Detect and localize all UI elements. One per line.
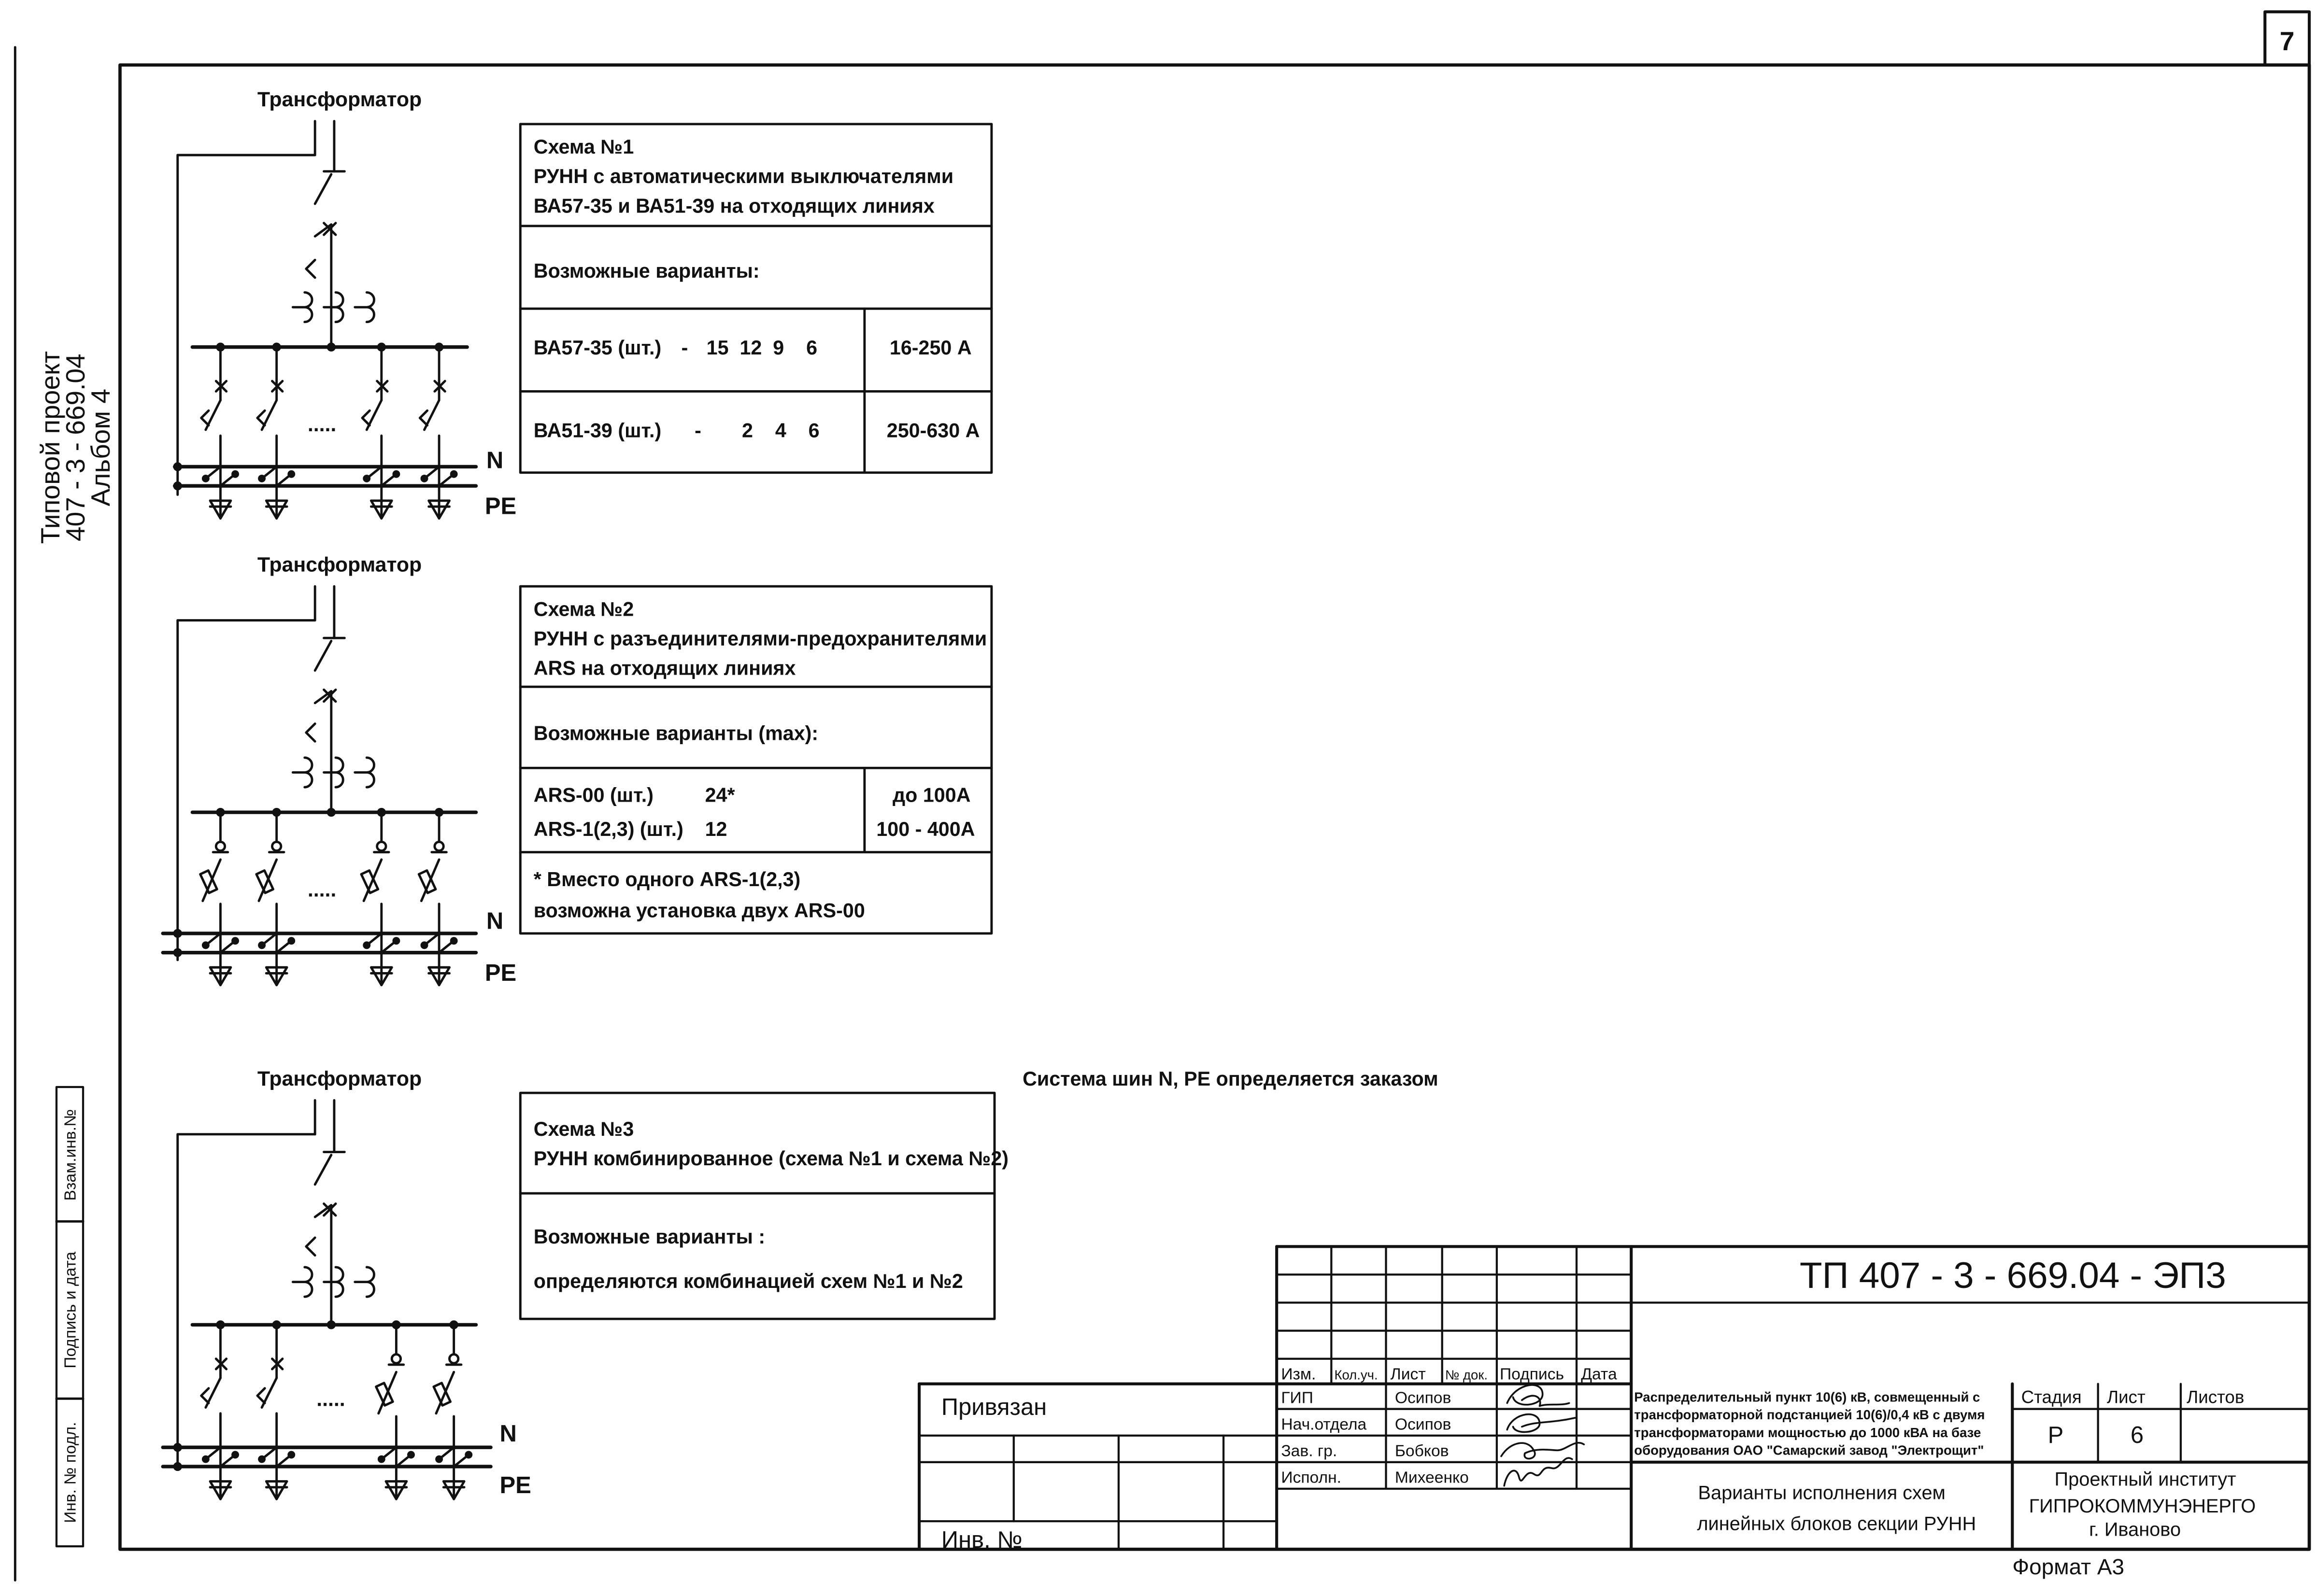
side-stamp-line2: 407 - 3 - 669.04	[60, 353, 91, 542]
object-line4: оборудования ОАО "Самарский завод "Электрощит"	[1634, 1442, 1984, 1458]
side-box-vzam: Взам.инв.№	[61, 1109, 80, 1201]
bus-system-note: Система шин N, PE определяется заказом	[1023, 1067, 1438, 1090]
side-stamp-line3: Альбом 4	[85, 388, 116, 507]
fuse-feeder	[434, 1325, 471, 1499]
fuse-feeder	[200, 812, 238, 985]
scheme1-variants-label: Возможные варианты:	[533, 259, 760, 282]
scheme2-dots: .....	[307, 878, 337, 902]
breaker-feeder	[257, 347, 294, 519]
breaker-feeder	[201, 1325, 238, 1499]
scheme2-note2: возможна установка двух ARS-00	[533, 899, 865, 922]
stage-label: Стадия	[2021, 1387, 2082, 1407]
stage-value: Р	[2047, 1422, 2064, 1449]
scheme1-title3: ВА57-35 и ВА51-39 на отходящих линиях	[533, 195, 935, 217]
scheme3-title2: РУНН комбинированное (схема №1 и схема №2)	[533, 1147, 1009, 1170]
scheme1-row1-qty: 15 12 9 6	[706, 337, 818, 359]
scheme2-transformer-label: Трансформатор	[257, 553, 422, 577]
role-ispoln: Исполн.	[1281, 1469, 1342, 1487]
sheets-label: Листов	[2187, 1387, 2245, 1407]
scheme1-row2-name: ВА51-39 (шт.)	[533, 419, 662, 442]
org-line1: Проектный институт	[2054, 1469, 2236, 1490]
scheme1-title1: Схема №1	[533, 136, 634, 158]
scheme1-row2-range: 250-630 А	[886, 419, 980, 442]
scheme2-diagram	[163, 586, 476, 960]
fuse-feeder	[419, 812, 456, 985]
header-podpis: Подпись	[1499, 1365, 1564, 1384]
scheme3-bus-n: N	[499, 1420, 517, 1447]
scheme2-row2-range: 100 - 400А	[876, 818, 975, 841]
role-nach: Нач.отдела	[1281, 1415, 1367, 1434]
sheet-label: Лист	[2106, 1387, 2146, 1407]
scheme1-row1-dash: -	[681, 337, 688, 359]
scheme1-row2-dash: -	[695, 419, 701, 442]
scheme2-title1: Схема №2	[533, 598, 634, 621]
format-label: Формат А3	[2012, 1554, 2124, 1580]
role-zav: Зав. гр.	[1281, 1442, 1337, 1460]
scheme1-dots: .....	[307, 413, 337, 437]
side-box-inv: Инв. № подл.	[61, 1422, 80, 1523]
scheme3-transformer-label: Трансформатор	[257, 1067, 422, 1090]
fuse-feeder	[376, 1325, 414, 1499]
drawing-title2: линейных блоков секции РУНН	[1697, 1513, 1976, 1535]
side-stamp	[35, 351, 115, 1523]
scheme2-bus-pe: PE	[484, 960, 517, 986]
role-gip: ГИП	[1281, 1389, 1313, 1407]
scheme3-feeders	[201, 1325, 471, 1499]
org-line3: г. Иваново	[2089, 1519, 2181, 1540]
sheet-number: 7	[2279, 26, 2295, 56]
scheme2-row1-range: до 100А	[892, 784, 971, 806]
scheme2-note1: * Вместо одного ARS-1(2,3)	[533, 868, 801, 891]
scheme3-dots: .....	[316, 1387, 345, 1411]
scheme3-bus-pe: PE	[499, 1472, 531, 1499]
sheet-frame	[15, 12, 2309, 1580]
scheme3-diagram	[163, 1100, 491, 1469]
scheme2-title2: РУНН с разъединителями-предохранителями	[533, 627, 987, 650]
header-ndok: № док.	[1445, 1367, 1488, 1383]
scheme2-row2-name: ARS-1(2,3) (шт.)	[533, 818, 683, 841]
header-data: Дата	[1581, 1365, 1617, 1384]
breaker-feeder	[201, 347, 238, 519]
fuse-feeder	[361, 812, 399, 985]
scheme2-variants-label: Возможные варианты (max):	[533, 722, 819, 745]
object-line2: трансформаторной подстанцией 10(6)/0,4 кВ с двумя	[1634, 1407, 1985, 1423]
privyazan-label: Привязан	[941, 1394, 1047, 1420]
inv-label: Инв. №	[941, 1527, 1023, 1554]
scheme3-variants-label: Возможные варианты :	[533, 1226, 766, 1248]
drawing-title1: Варианты исполнения схем	[1698, 1482, 1946, 1504]
header-kol: Кол.уч.	[1334, 1367, 1378, 1383]
doc-code: ТП 407 - 3 - 669.04 - ЭП3	[1799, 1255, 2226, 1296]
side-box-podpis: Подпись и дата	[61, 1251, 80, 1369]
header-list: Лист	[1390, 1365, 1426, 1384]
object-line1: Распределительный пункт 10(6) кВ, совмещенный с	[1634, 1389, 1980, 1405]
scheme3-variants-text: определяются комбинацией схем №1 и №2	[533, 1270, 963, 1292]
side-stamp-line1: Типовой проект	[35, 351, 66, 544]
scheme1-bus-n: N	[486, 447, 504, 474]
name-ispoln: Михеенко	[1394, 1469, 1469, 1487]
object-line3: трансформаторами мощностью до 1000 кВА на базе	[1634, 1425, 1981, 1440]
name-nach: Осипов	[1394, 1415, 1451, 1434]
scheme1-row1-name: ВА57-35 (шт.)	[533, 337, 662, 359]
scheme2-row1-qty: 24*	[705, 784, 735, 806]
scheme1-row1-range: 16-250 А	[889, 337, 972, 359]
fuse-feeder	[256, 812, 294, 985]
sheet-value: 6	[2130, 1422, 2144, 1449]
scheme1-transformer-label: Трансформатор	[257, 88, 422, 112]
breaker-feeder	[420, 347, 456, 519]
name-gip: Осипов	[1394, 1389, 1451, 1407]
scheme2-title3: ARS на отходящих линиях	[533, 657, 796, 679]
scheme1-title2: РУНН с автоматическими выключателями	[533, 165, 954, 188]
org-line2: ГИПРОКОММУНЭНЕРГО	[2029, 1495, 2256, 1517]
breaker-feeder	[257, 1325, 294, 1499]
scheme1-row2-qty: 2 4 6	[742, 419, 820, 442]
scheme1-bus-pe: PE	[484, 493, 517, 520]
header-izm: Изм.	[1281, 1365, 1316, 1384]
scheme2-bus-n: N	[486, 908, 504, 934]
scheme3-title1: Схема №3	[533, 1117, 634, 1140]
scheme2-row1-name: ARS-00 (шт.)	[533, 784, 654, 806]
breaker-feeder	[362, 347, 399, 519]
scheme2-row2-qty: 12	[705, 818, 727, 841]
name-zav: Бобков	[1394, 1442, 1449, 1460]
